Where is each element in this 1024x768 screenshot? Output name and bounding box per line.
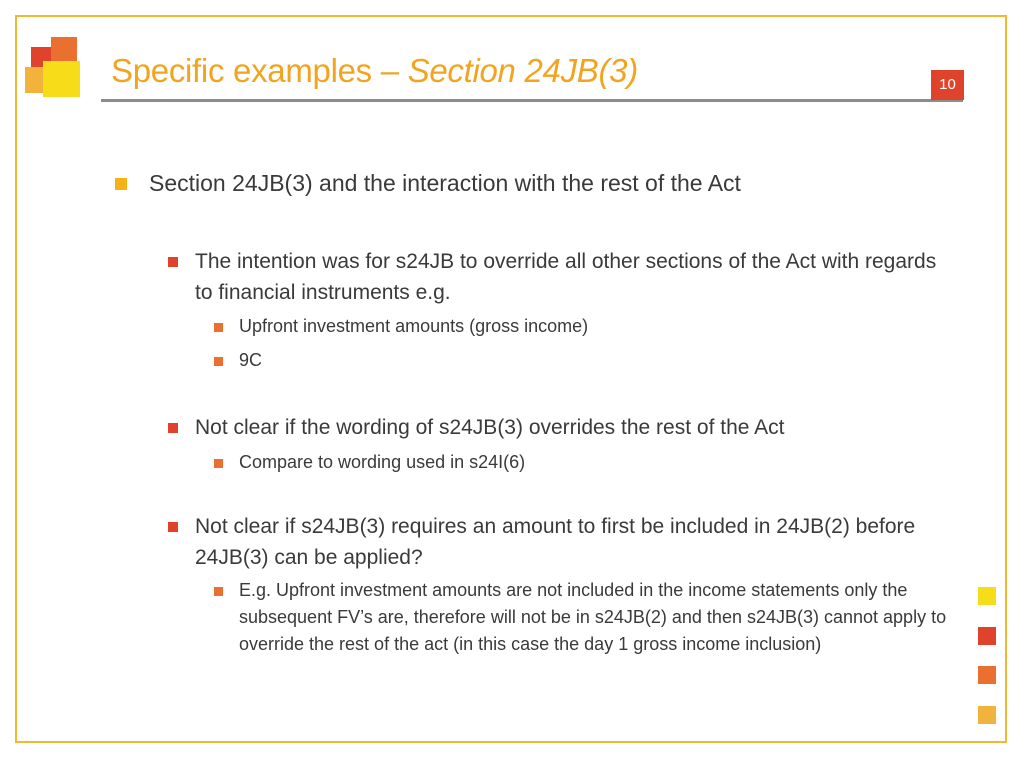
bullet-item [149, 168, 949, 198]
page-number-badge: 10 [931, 70, 964, 100]
bullet-marker [168, 522, 178, 532]
bullet-item [239, 347, 954, 374]
bullet-item [195, 511, 955, 573]
side-square-red [978, 627, 996, 645]
bullet-text: The intention was for s24JB to override all other sections of the Act with regards to financial instruments e.g. [195, 250, 937, 304]
bullet-text: E.g. Upfront investment amounts are not included in the income statements only the subsequent FV’s are, therefore will not be in s24JB(2) and then s24JB(3) cannot apply to override the rest of the act (in this case the day 1 gross income inclusion) [239, 580, 947, 654]
bullet-marker [214, 357, 223, 366]
bullet-item [239, 313, 954, 340]
side-square-yellow [978, 587, 996, 605]
title-divider [101, 99, 963, 102]
bullet-marker [115, 178, 127, 190]
slide-title-italic: Section 24JB(3) [407, 52, 638, 89]
bullet-text: 9C [239, 350, 263, 370]
side-square-orange [978, 666, 996, 684]
bullet-text: Not clear if s24JB(3) requires an amount to first be included in 24JB(2) before 24JB(3) can be applied? [195, 515, 916, 569]
bullet-marker [168, 257, 178, 267]
bullet-marker [168, 423, 178, 433]
side-square-amber [978, 706, 996, 724]
bullet-text: Compare to wording used in s24I(6) [239, 452, 526, 472]
bullet-text: Section 24JB(3) and the interaction with the rest of the Act [149, 170, 741, 196]
bullet-item [239, 577, 954, 658]
logo-square-yellow [43, 61, 80, 97]
bullet-item [239, 449, 954, 476]
bullet-text: Not clear if the wording of s24JB(3) overrides the rest of the Act [195, 416, 785, 439]
slide-title-main: Specific examples – [111, 52, 408, 89]
logo-square-orange [51, 37, 77, 63]
bullet-item [195, 246, 955, 308]
bullet-text: Upfront investment amounts (gross income) [239, 316, 589, 336]
slide-title [111, 52, 638, 90]
bullet-marker [214, 459, 223, 468]
bullet-marker [214, 587, 223, 596]
bullet-item [195, 412, 955, 443]
bullet-marker [214, 323, 223, 332]
